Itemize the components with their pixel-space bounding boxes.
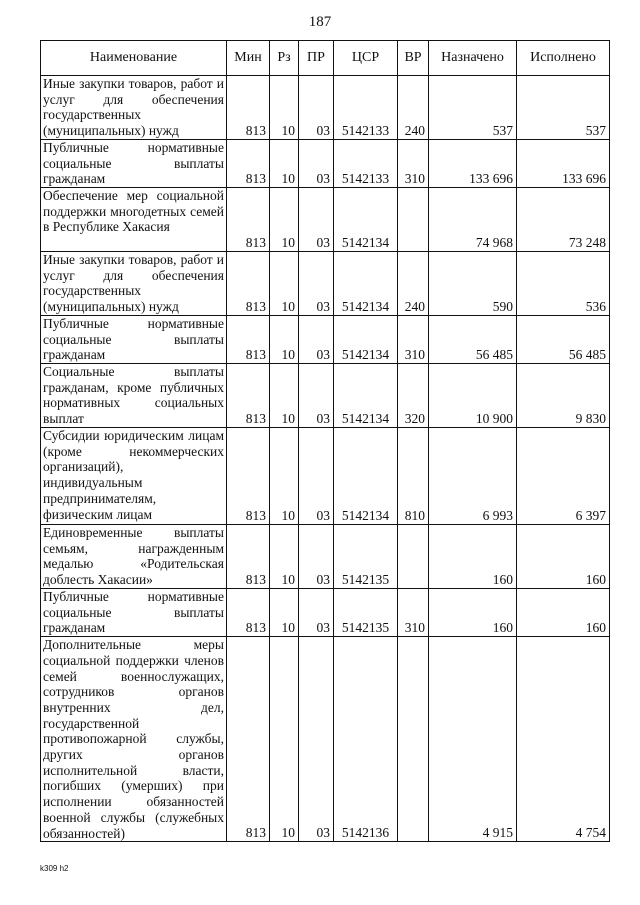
table-row	[41, 315, 610, 363]
row-rz: 10	[270, 315, 299, 363]
row-vr	[398, 525, 429, 589]
row-name: Иные закупки товаров, работ и услуг для обеспечения государственных (муниципальных) нужд	[41, 76, 227, 140]
row-rz: 10	[270, 525, 299, 589]
row-pr: 03	[299, 364, 334, 428]
row-vr: 810	[398, 428, 429, 525]
header-executed: Исполнено	[517, 41, 610, 76]
row-min: 813	[227, 364, 270, 428]
row-csr: 5142134	[334, 364, 398, 428]
row-name: Иные закупки товаров, работ и услуг для обеспечения государственных (муниципальных) нужд	[41, 251, 227, 315]
row-pr: 03	[299, 139, 334, 187]
row-name: Социальные выплаты гражданам, кроме публичных нормативных социальных выплат	[41, 364, 227, 428]
row-csr: 5142134	[334, 251, 398, 315]
row-assigned: 10 900	[429, 364, 517, 428]
row-assigned: 537	[429, 76, 517, 140]
row-assigned: 4 915	[429, 637, 517, 842]
row-csr: 5142134	[334, 428, 398, 525]
row-min: 813	[227, 76, 270, 140]
row-assigned: 6 993	[429, 428, 517, 525]
row-executed: 160	[517, 525, 610, 589]
row-pr: 03	[299, 76, 334, 140]
row-csr: 5142133	[334, 139, 398, 187]
row-min: 813	[227, 187, 270, 251]
row-assigned: 160	[429, 589, 517, 637]
row-rz: 10	[270, 428, 299, 525]
row-csr: 5142136	[334, 637, 398, 842]
row-executed: 536	[517, 251, 610, 315]
header-name: Наименование	[41, 41, 227, 76]
row-csr: 5142135	[334, 589, 398, 637]
row-vr	[398, 187, 429, 251]
budget-table	[40, 40, 610, 842]
row-assigned: 590	[429, 251, 517, 315]
row-assigned: 56 485	[429, 315, 517, 363]
header-csr: ЦСР	[334, 41, 398, 76]
row-name: Публичные нормативные социальные выплаты гражданам	[41, 315, 227, 363]
row-vr: 310	[398, 139, 429, 187]
row-assigned: 74 968	[429, 187, 517, 251]
row-min: 813	[227, 428, 270, 525]
row-pr: 03	[299, 637, 334, 842]
row-rz: 10	[270, 637, 299, 842]
row-name: Субсидии юридическим лицам (кроме некоммерческих организаций), индивидуальным предпринимателям, физическим лицам	[41, 428, 227, 525]
row-executed: 9 830	[517, 364, 610, 428]
row-rz: 10	[270, 139, 299, 187]
row-name: Обеспечение мер социальной поддержки многодетных семей в Республике Хакасия	[41, 187, 227, 251]
row-csr: 5142133	[334, 76, 398, 140]
table-row	[41, 251, 610, 315]
row-rz: 10	[270, 187, 299, 251]
row-name: Единовременные выплаты семьям, награжденным медалью «Родительская доблесть Хакасии»	[41, 525, 227, 589]
row-assigned: 133 696	[429, 139, 517, 187]
header-min: Мин	[227, 41, 270, 76]
table-row	[41, 637, 610, 842]
row-csr: 5142134	[334, 315, 398, 363]
row-csr: 5142135	[334, 525, 398, 589]
row-executed: 4 754	[517, 637, 610, 842]
row-name: Публичные нормативные социальные выплаты гражданам	[41, 139, 227, 187]
row-min: 813	[227, 251, 270, 315]
row-csr: 5142134	[334, 187, 398, 251]
row-assigned: 160	[429, 525, 517, 589]
table-row	[41, 76, 610, 140]
row-executed: 73 248	[517, 187, 610, 251]
header-rz: Рз	[270, 41, 299, 76]
row-executed: 133 696	[517, 139, 610, 187]
row-vr: 240	[398, 251, 429, 315]
row-executed: 160	[517, 589, 610, 637]
table-row	[41, 589, 610, 637]
row-vr: 320	[398, 364, 429, 428]
row-pr: 03	[299, 589, 334, 637]
row-pr: 03	[299, 315, 334, 363]
row-name: Публичные нормативные социальные выплаты гражданам	[41, 589, 227, 637]
row-min: 813	[227, 637, 270, 842]
header-row	[41, 41, 610, 76]
row-min: 813	[227, 589, 270, 637]
row-min: 813	[227, 525, 270, 589]
row-rz: 10	[270, 364, 299, 428]
row-rz: 10	[270, 589, 299, 637]
row-pr: 03	[299, 428, 334, 525]
table-row	[41, 525, 610, 589]
row-rz: 10	[270, 251, 299, 315]
row-min: 813	[227, 315, 270, 363]
row-executed: 537	[517, 76, 610, 140]
row-vr: 310	[398, 589, 429, 637]
row-vr	[398, 637, 429, 842]
table-row	[41, 139, 610, 187]
table-row	[41, 187, 610, 251]
row-pr: 03	[299, 251, 334, 315]
page-number: 187	[308, 14, 332, 30]
row-executed: 6 397	[517, 428, 610, 525]
row-vr: 310	[398, 315, 429, 363]
row-pr: 03	[299, 525, 334, 589]
row-min: 813	[227, 139, 270, 187]
header-vr: ВР	[398, 41, 429, 76]
row-name: Дополнительные меры социальной поддержки членов семей военнослужащих, сотрудников органов внутренних дел, государственной противопожарной службы, других органов исполнительной власти, погибших (умерших) при исполнении обязанностей военной службы (служебных обязанностей)	[41, 637, 227, 842]
table-row	[41, 364, 610, 428]
footer-code: k309 h2	[40, 864, 69, 873]
table-row	[41, 428, 610, 525]
header-pr: ПР	[299, 41, 334, 76]
row-pr: 03	[299, 187, 334, 251]
row-vr: 240	[398, 76, 429, 140]
row-rz: 10	[270, 76, 299, 140]
row-executed: 56 485	[517, 315, 610, 363]
header-assigned: Назначено	[429, 41, 517, 76]
